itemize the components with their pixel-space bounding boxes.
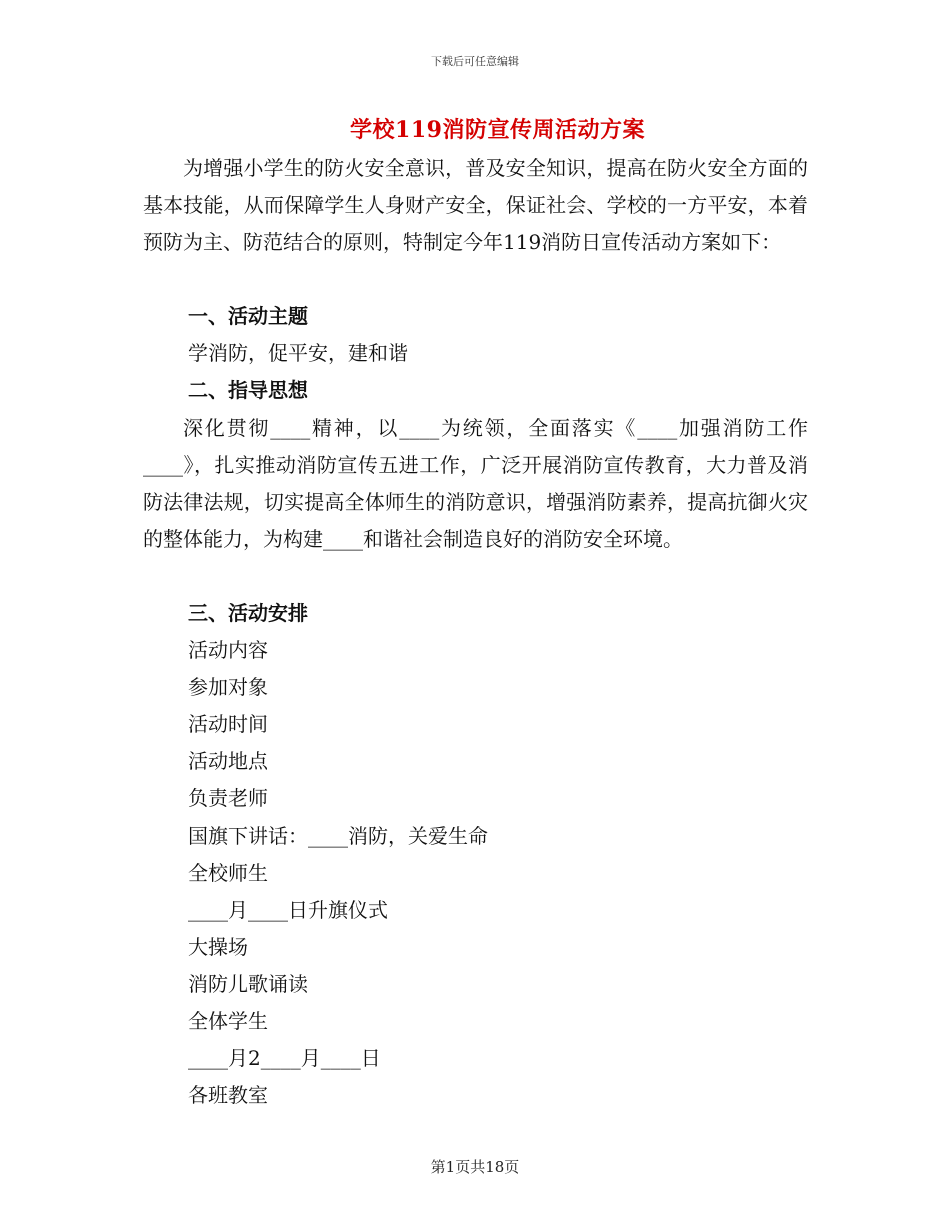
arrangement-line: 活动内容 xyxy=(188,638,268,662)
arrangement-line: 消防儿歌诵读 xyxy=(188,972,308,996)
arrangement-line: 大操场 xyxy=(188,935,248,959)
theme-text: 学消防，促平安，建和谐 xyxy=(188,341,408,365)
arrangement-line: ____月____日升旗仪式 xyxy=(188,898,388,922)
arrangement-line: 各班教室 xyxy=(188,1083,268,1107)
intro-paragraph: 为增强小学生的防火安全意识，普及安全知识，提高在防火安全方面的基本技能，从而保障学生人身财产安全，保证社会、学校的一方平安，本着预防为主、防范结合的原则，特制定今年119消防日宣传活动方案如下： xyxy=(143,156,808,254)
guiding-thought-paragraph: 深化贯彻____精神，以____为统领，全面落实《____加强消防工作____》，扎实推动消防宣传五进工作，广泛开展消防宣传教育，大力普及消防法律法规，切实提高全体师生的消防意识，增强消防素养，提高抗御火灾的整体能力，为构建____和谐社会制造良好的消防安全环境。 xyxy=(143,416,808,551)
intro-block xyxy=(143,150,808,261)
document-title: 学校119消防宣传周活动方案 xyxy=(350,117,645,143)
guiding-thought-block xyxy=(143,410,808,558)
arrangement-line: 负责老师 xyxy=(188,786,268,810)
arrangement-line: ____月2____月____日 xyxy=(188,1046,381,1070)
arrangement-line: 参加对象 xyxy=(188,675,268,699)
header-note: 下载后可任意编辑 xyxy=(431,55,519,68)
arrangement-line: 活动时间 xyxy=(188,712,268,736)
section-heading-theme: 一、活动主题 xyxy=(188,304,308,328)
arrangement-line: 国旗下讲话：____消防，关爱生命 xyxy=(188,824,488,848)
arrangement-line: 全校师生 xyxy=(188,861,268,885)
section-heading-arrangement: 三、活动安排 xyxy=(188,601,308,625)
section-heading-guiding-thought: 二、指导思想 xyxy=(188,378,308,402)
arrangement-line: 全体学生 xyxy=(188,1009,268,1033)
arrangement-line: 活动地点 xyxy=(188,749,268,773)
page-footer: 第1页共18页 xyxy=(430,1158,520,1176)
